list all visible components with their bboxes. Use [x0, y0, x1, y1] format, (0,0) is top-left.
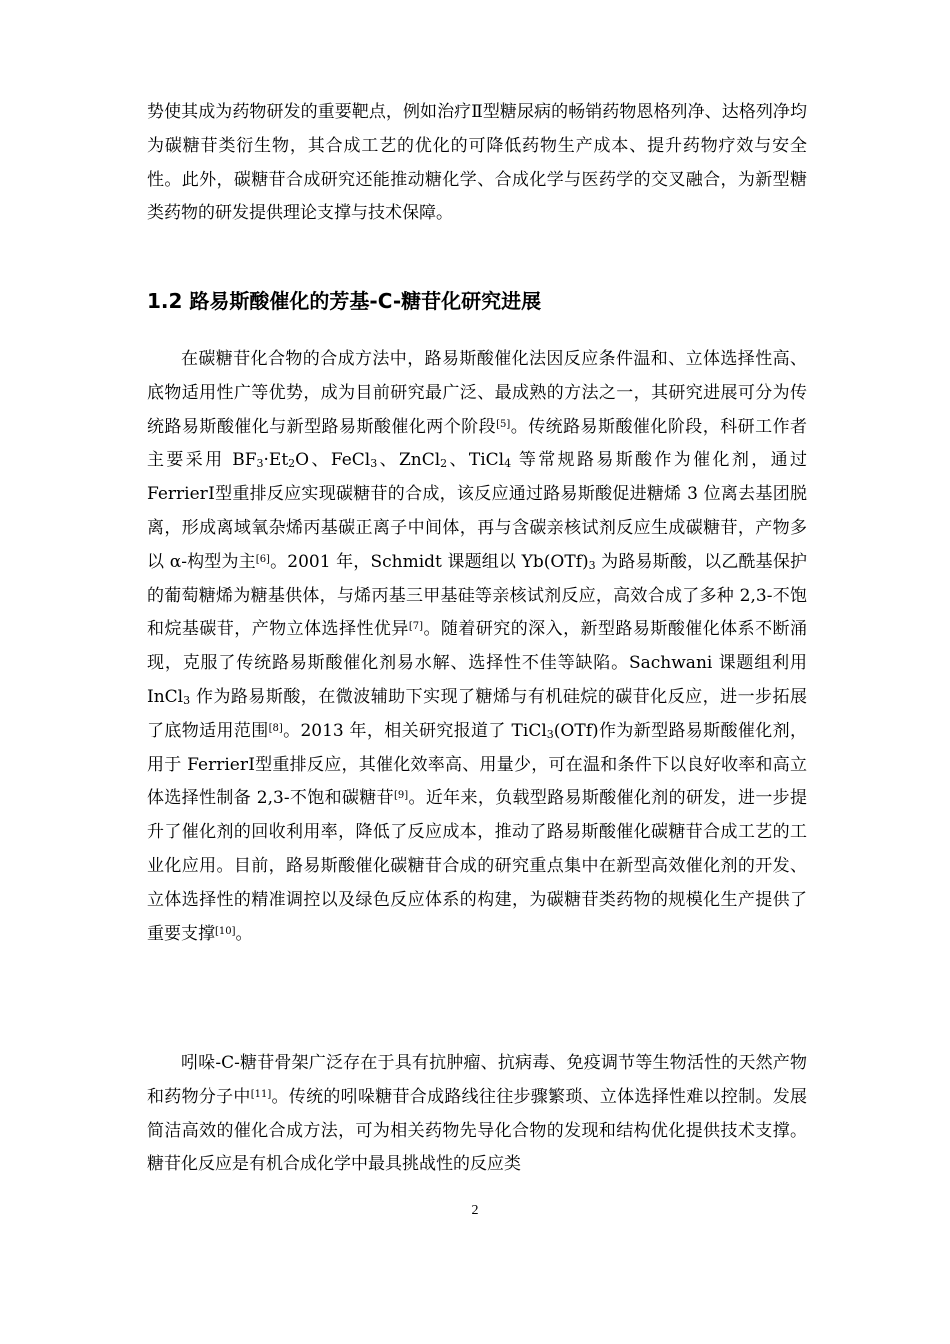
- citation-ref: [10]: [215, 925, 236, 937]
- text-run: 、ZnCl: [377, 450, 441, 471]
- section-title: 路易斯酸催化的芳基-C-糖苷化研究进展: [189, 289, 542, 313]
- text-run: 吲哚-C-糖苷骨架广泛存在于具有抗肿瘤、抗病毒、免疫调节等生物活性的天然产物和药物分子中: [147, 1053, 807, 1107]
- citation-ref: [6]: [255, 553, 270, 565]
- subscript: 3: [546, 727, 554, 741]
- paragraph-indole-glycoside: [147, 1047, 807, 1182]
- paragraph-text: 势使其成为药物研发的重要靶点，例如治疗Ⅱ型糖尿病的畅销药物恩格列净、达格列净均为碳糖苷类衍生物，其合成工艺的优化的可降低药物生产成本、提升药物疗效与安全性。此外，碳糖苷合成研究还能推动糖化学、合成化学与医药学的交叉融合，为新型糖类药物的研发提供理论支撑与技术保障。: [147, 102, 807, 224]
- text-run: 。2013 年，相关研究报道了 TiCl: [282, 720, 547, 741]
- text-run: O、FeCl: [295, 450, 371, 471]
- subscript: 3: [588, 558, 596, 572]
- text-run: 作为路易斯酸，在微波辅助下实现了糖烯与有机硅烷的碳苷化反应，进一步拓展了底物适用范围: [147, 686, 807, 741]
- subscript: 2: [440, 457, 448, 471]
- text-run: (OTf)作为新型路易斯酸催化剂，用于 FerrierⅠ型重排反应，其催化效率高、用量少，可在温和条件下以良好收率和高立体选择性制备 2,3-不饱和碳糖苷: [147, 720, 807, 809]
- subscript: 3: [256, 457, 264, 471]
- section-number: 1.2: [147, 289, 183, 313]
- subscript: 3: [183, 693, 191, 707]
- text-run: 。: [235, 923, 253, 944]
- text-run: 在碳糖苷化合物的合成方法中，路易斯酸催化法因反应条件温和、立体选择性高、底物适用性广等优势，成为目前研究最广泛、最成熟的方法之一，其研究进展可分为传统路易斯酸催化与新型路易斯酸催化两个阶段: [147, 349, 807, 437]
- text-run: ·Et: [263, 450, 289, 471]
- text-run: 等常规路易斯酸作为催化剂，通过 FerrierⅠ型重排反应实现碳糖苷的合成，该反应通过路易斯酸促进糖烯 3 位离去基团脱离，形成离域氧杂烯丙基碳正离子中间体，再与含碳亲核试剂反应生成碳糖苷，产物多以 α-构型为主: [147, 450, 807, 572]
- citation-ref: [9]: [393, 790, 409, 802]
- citation-ref: [5]: [496, 418, 511, 430]
- citation-ref: [8]: [268, 722, 283, 734]
- subscript: 3: [370, 457, 378, 471]
- citation-ref: [7]: [408, 621, 423, 633]
- citation-ref: [11]: [250, 1088, 272, 1100]
- text-run: 为路易斯酸，以乙酰基保护的葡萄糖烯为糖基供体，与烯丙基三甲基硅等亲核试剂反应，高效合成了多种 2,3-不饱和烷基碳苷，产物立体选择性优异: [147, 551, 807, 640]
- text-run: 。随着研究的深入，新型路易斯酸催化体系不断涌现，克服了传统路易斯酸催化剂易水解、选择性不佳等缺陷。Sachwani 课题组利用 InCl: [147, 619, 808, 707]
- text-run: 、TiCl: [447, 450, 505, 471]
- text-run: 。传统路易斯酸催化阶段，科研工作者主要采用 BF: [147, 416, 808, 471]
- subscript: 2: [288, 457, 296, 471]
- text-run: 。传统的吲哚糖苷合成路线往往步骤繁琐、立体选择性难以控制。发展简洁高效的催化合成方法，可为相关药物先导化合物的发现和结构优化提供技术支撑。糖苷化反应是有机合成化学中最具挑战性的反应类: [147, 1086, 808, 1175]
- page-number: 2: [471, 1203, 479, 1218]
- subscript: 4: [504, 457, 512, 471]
- text-run: 。近年来，负载型路易斯酸催化剂的研发，进一步提升了催化剂的回收利用率，降低了反应成本，推动了路易斯酸催化碳糖苷合成工艺的工业化应用。目前，路易斯酸催化碳糖苷合成的研究重点集中在新型高效催化剂的开发、立体选择性的精准调控以及绿色反应体系的构建，为碳糖苷类药物的规模化生产提供了重要支撑: [147, 788, 807, 944]
- page-footer: [0, 1203, 950, 1219]
- section-heading: [147, 286, 541, 316]
- paragraph-lewis-acid: [147, 343, 807, 951]
- text-run: 。2001 年，Schmidt 课题组以 Yb(OTf): [269, 551, 589, 572]
- paragraph-intro-continuation: [147, 96, 807, 231]
